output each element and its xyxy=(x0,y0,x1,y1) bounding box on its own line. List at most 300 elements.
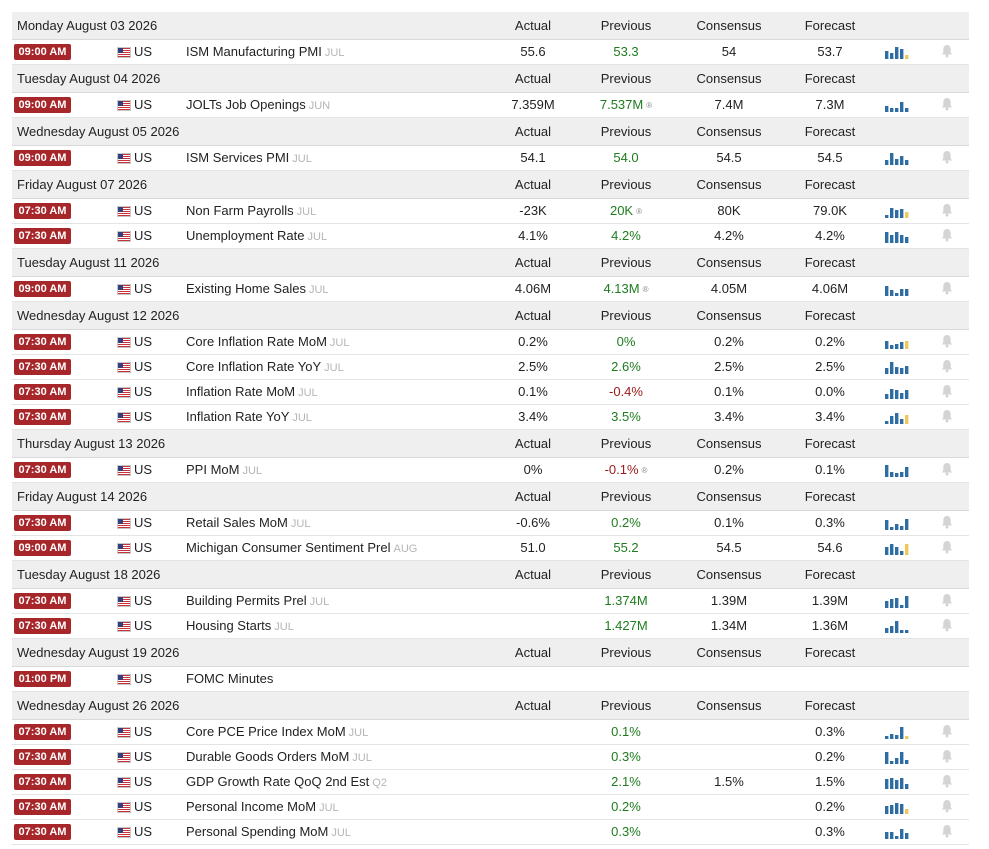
bell-icon[interactable] xyxy=(941,150,953,164)
day-header xyxy=(12,692,969,720)
economic-calendar-table xyxy=(12,12,969,845)
bell-icon[interactable] xyxy=(941,724,953,738)
forecast-value: 3.4% xyxy=(815,409,845,424)
mini-bar-chart-icon[interactable] xyxy=(884,750,910,764)
event-name[interactable]: PPI MoM xyxy=(186,462,240,477)
mini-bar-chart-icon[interactable] xyxy=(884,516,910,530)
forecast-value: 0.1% xyxy=(815,462,845,477)
event-name-cell[interactable] xyxy=(186,40,344,65)
actual-value: 2.5% xyxy=(518,359,548,374)
day-header xyxy=(12,302,969,330)
event-name[interactable]: Core Inflation Rate YoY xyxy=(186,359,322,374)
previous-column-header: Previous xyxy=(600,18,652,33)
previous-column-header: Previous xyxy=(600,255,652,270)
country-code: US xyxy=(134,724,153,739)
forecast-value: 0.3% xyxy=(815,824,845,839)
day-header xyxy=(12,65,969,93)
event-name[interactable]: ISM Manufacturing PMI xyxy=(186,44,322,59)
event-name-cell[interactable] xyxy=(186,355,344,380)
country-code: US xyxy=(134,824,153,839)
actual-column-header: Actual xyxy=(514,567,552,582)
revised-icon: ® xyxy=(642,285,649,294)
time-badge: 09:00 AM xyxy=(14,44,71,60)
country-code: US xyxy=(134,150,153,165)
bell-icon[interactable] xyxy=(941,540,953,554)
actual-value: 55.6 xyxy=(520,44,546,59)
event-name[interactable]: Inflation Rate YoY xyxy=(186,409,290,424)
reference-period: JUL xyxy=(352,752,372,764)
actual-column-header: Actual xyxy=(514,124,552,139)
event-row[interactable] xyxy=(12,667,969,692)
event-name-cell[interactable] xyxy=(186,745,372,770)
bell-icon[interactable] xyxy=(941,749,953,763)
mini-bar-chart-icon[interactable] xyxy=(884,775,910,789)
country-code: US xyxy=(134,462,153,477)
mini-bar-chart-icon[interactable] xyxy=(884,151,910,165)
actual-column-header: Actual xyxy=(514,177,552,192)
mini-bar-chart-icon[interactable] xyxy=(884,619,910,633)
mini-bar-chart-icon[interactable] xyxy=(884,825,910,839)
consensus-value: 1.39M xyxy=(710,593,748,608)
time-badge: 07:30 AM xyxy=(14,334,71,350)
mini-bar-chart-icon[interactable] xyxy=(884,594,910,608)
consensus-value: 3.4% xyxy=(714,409,744,424)
bell-icon[interactable] xyxy=(941,334,953,348)
reference-period: JUL xyxy=(319,802,339,814)
us-flag-icon xyxy=(117,47,131,58)
reference-period: Q2 xyxy=(372,777,387,789)
time-badge: 09:00 AM xyxy=(14,281,71,297)
day-date: Tuesday August 04 2026 xyxy=(17,71,161,86)
day-date: Monday August 03 2026 xyxy=(17,18,158,33)
us-flag-icon xyxy=(117,543,131,554)
country-code: US xyxy=(134,203,153,218)
event-name-cell[interactable] xyxy=(186,770,387,795)
reference-period: JUL xyxy=(309,596,330,608)
reference-period: JUL xyxy=(307,231,328,243)
event-name-cell[interactable] xyxy=(186,667,273,691)
event-name-cell[interactable] xyxy=(186,330,349,355)
actual-value: -0.6% xyxy=(516,515,550,530)
previous-column-header: Previous xyxy=(600,698,652,713)
us-flag-icon xyxy=(117,387,131,398)
event-row[interactable] xyxy=(12,458,969,483)
event-row[interactable] xyxy=(12,146,969,171)
reference-period: JUL xyxy=(324,362,344,374)
event-name-cell[interactable] xyxy=(186,224,327,249)
country-code: US xyxy=(134,593,153,608)
country-code: US xyxy=(134,44,153,59)
actual-column-header: Actual xyxy=(514,436,552,451)
mini-bar-chart-icon[interactable] xyxy=(884,463,910,477)
day-date: Friday August 07 2026 xyxy=(17,177,148,192)
bell-icon[interactable] xyxy=(941,593,953,607)
consensus-column-header: Consensus xyxy=(696,698,762,713)
event-name[interactable]: ISM Services PMI xyxy=(186,150,290,165)
reference-period: JUL xyxy=(348,727,369,739)
event-row[interactable] xyxy=(12,330,969,355)
time-badge: 07:30 AM xyxy=(14,384,71,400)
consensus-column-header: Consensus xyxy=(696,18,762,33)
event-row[interactable] xyxy=(12,795,969,820)
forecast-column-header: Forecast xyxy=(804,567,856,582)
reference-period: AUG xyxy=(393,543,418,555)
event-row[interactable] xyxy=(12,770,969,795)
forecast-value: 53.7 xyxy=(817,44,843,59)
previous-value: 4.13M xyxy=(603,281,640,296)
us-flag-icon xyxy=(117,231,131,242)
mini-bar-chart-icon[interactable] xyxy=(884,229,910,243)
actual-value: 4.06M xyxy=(514,281,552,296)
event-row[interactable] xyxy=(12,720,969,745)
previous-value: 20K xyxy=(609,203,634,218)
forecast-column-header: Forecast xyxy=(804,18,856,33)
previous-column-header: Previous xyxy=(600,124,652,139)
event-name-cell[interactable] xyxy=(186,720,368,745)
mini-bar-chart-icon[interactable] xyxy=(884,282,910,296)
mini-bar-chart-icon[interactable] xyxy=(884,725,910,739)
previous-column-header: Previous xyxy=(600,489,652,504)
forecast-value: 1.5% xyxy=(815,774,845,789)
event-name-cell[interactable] xyxy=(186,614,294,639)
day-header xyxy=(12,430,969,458)
actual-column-header: Actual xyxy=(514,255,552,270)
event-name-cell[interactable] xyxy=(186,589,329,614)
event-name[interactable]: Durable Goods Orders MoM xyxy=(186,749,350,764)
previous-value: 2.1% xyxy=(611,774,641,789)
event-row[interactable] xyxy=(12,277,969,302)
previous-value: 55.2 xyxy=(613,540,639,555)
actual-value: 3.4% xyxy=(518,409,548,424)
day-date: Tuesday August 11 2026 xyxy=(17,255,160,270)
actual-column-header: Actual xyxy=(514,308,552,323)
previous-value: 53.3 xyxy=(613,44,639,59)
forecast-value: 79.0K xyxy=(813,203,847,218)
forecast-value: 0.0% xyxy=(815,384,845,399)
previous-value-cell xyxy=(560,795,692,819)
event-row[interactable] xyxy=(12,224,969,249)
bell-icon[interactable] xyxy=(941,97,953,111)
event-name-cell[interactable] xyxy=(186,277,329,302)
forecast-column-header: Forecast xyxy=(804,124,856,139)
consensus-value: 54 xyxy=(721,44,737,59)
time-badge: 07:30 AM xyxy=(14,618,71,634)
actual-value: -23K xyxy=(519,203,547,218)
forecast-value: 0.2% xyxy=(815,749,845,764)
reference-period: JUL xyxy=(296,206,317,218)
event-row[interactable] xyxy=(12,614,969,639)
day-date: Tuesday August 18 2026 xyxy=(17,567,161,582)
event-row[interactable] xyxy=(12,355,969,380)
consensus-value: 0.2% xyxy=(714,462,744,477)
country-code: US xyxy=(134,671,153,686)
bell-icon[interactable] xyxy=(941,618,953,632)
country-code: US xyxy=(134,774,153,789)
mini-bar-chart-icon[interactable] xyxy=(884,98,910,112)
actual-value: 4.1% xyxy=(518,228,548,243)
time-badge: 09:00 AM xyxy=(14,97,71,113)
bell-icon[interactable] xyxy=(941,203,953,217)
reference-period: JUL xyxy=(298,387,318,399)
bell-icon[interactable] xyxy=(941,462,953,476)
event-name-cell[interactable] xyxy=(186,405,312,430)
previous-value: 0.2% xyxy=(611,515,641,530)
previous-value: 0.2% xyxy=(611,799,641,814)
event-name[interactable]: Non Farm Payrolls xyxy=(186,203,294,218)
reference-period: JUL xyxy=(292,412,312,424)
us-flag-icon xyxy=(117,284,131,295)
day-date: Friday August 14 2026 xyxy=(17,489,148,504)
consensus-column-header: Consensus xyxy=(696,177,762,192)
day-header xyxy=(12,118,969,146)
previous-value: 1.374M xyxy=(604,593,648,608)
country-code: US xyxy=(134,97,153,112)
event-name-cell[interactable] xyxy=(186,380,318,405)
forecast-value: 1.39M xyxy=(811,593,849,608)
forecast-column-header: Forecast xyxy=(804,489,856,504)
bell-icon[interactable] xyxy=(941,515,953,529)
reference-period: JUL xyxy=(329,337,350,349)
actual-column-header: Actual xyxy=(514,645,552,660)
event-name[interactable]: Building Permits Prel xyxy=(186,593,307,608)
time-badge: 07:30 AM xyxy=(14,724,71,740)
consensus-value: 0.1% xyxy=(714,515,744,530)
event-name[interactable]: Michigan Consumer Sentiment Prel xyxy=(186,540,391,555)
forecast-value: 7.3M xyxy=(815,97,845,112)
event-name[interactable]: Unemployment Rate xyxy=(186,228,305,243)
consensus-column-header: Consensus xyxy=(696,436,762,451)
bell-icon[interactable] xyxy=(941,44,953,58)
consensus-value: 1.5% xyxy=(714,774,744,789)
mini-bar-chart-icon[interactable] xyxy=(884,385,910,399)
event-row[interactable] xyxy=(12,511,969,536)
reference-period: JUN xyxy=(308,100,331,112)
event-name-cell[interactable] xyxy=(186,93,330,118)
previous-value: 1.427M xyxy=(604,618,648,633)
event-name-cell[interactable] xyxy=(186,795,339,820)
us-flag-icon xyxy=(117,802,131,813)
us-flag-icon xyxy=(117,337,131,348)
day-header xyxy=(12,249,969,277)
us-flag-icon xyxy=(117,100,131,111)
forecast-column-header: Forecast xyxy=(804,436,856,451)
event-name-cell[interactable] xyxy=(186,820,351,845)
previous-column-header: Previous xyxy=(600,436,652,451)
consensus-value: 0.2% xyxy=(714,334,744,349)
event-name[interactable]: Inflation Rate MoM xyxy=(186,384,296,399)
consensus-value: 4.05M xyxy=(710,281,748,296)
consensus-value: 0.1% xyxy=(714,384,744,399)
previous-column-header: Previous xyxy=(600,177,652,192)
us-flag-icon xyxy=(117,827,131,838)
event-name[interactable]: Personal Spending MoM xyxy=(186,824,329,839)
us-flag-icon xyxy=(117,674,131,685)
day-date: Wednesday August 19 2026 xyxy=(17,645,180,660)
event-name[interactable]: Existing Home Sales xyxy=(186,281,306,296)
actual-value: 51.0 xyxy=(520,540,546,555)
time-badge: 07:30 AM xyxy=(14,515,71,531)
day-header xyxy=(12,639,969,667)
forecast-column-header: Forecast xyxy=(804,177,856,192)
us-flag-icon xyxy=(117,206,131,217)
bell-icon[interactable] xyxy=(941,409,953,423)
previous-column-header: Previous xyxy=(600,308,652,323)
forecast-value: 4.06M xyxy=(811,281,849,296)
reference-period: JUL xyxy=(274,621,294,633)
previous-column-header: Previous xyxy=(600,567,652,582)
bell-icon[interactable] xyxy=(941,359,953,373)
country-code: US xyxy=(134,359,153,374)
event-row[interactable] xyxy=(12,589,969,614)
reference-period: JUL xyxy=(242,465,263,477)
bell-icon[interactable] xyxy=(941,228,953,242)
event-row[interactable] xyxy=(12,93,969,118)
country-code: US xyxy=(134,409,153,424)
reference-period: JUL xyxy=(290,518,311,530)
forecast-value: 54.6 xyxy=(817,540,843,555)
actual-column-header: Actual xyxy=(514,698,552,713)
day-date: Wednesday August 05 2026 xyxy=(17,124,180,139)
event-name-cell[interactable] xyxy=(186,511,310,536)
previous-value: 54.0 xyxy=(613,150,639,165)
mini-bar-chart-icon[interactable] xyxy=(884,541,910,555)
time-badge: 01:00 PM xyxy=(14,671,71,687)
consensus-value: 80K xyxy=(717,203,741,218)
day-date: Wednesday August 26 2026 xyxy=(17,698,180,713)
forecast-value: 0.3% xyxy=(815,724,845,739)
previous-value: -0.1% xyxy=(604,462,639,477)
us-flag-icon xyxy=(117,596,131,607)
event-name[interactable]: Retail Sales MoM xyxy=(186,515,288,530)
previous-value: 0.3% xyxy=(611,749,641,764)
event-row[interactable] xyxy=(12,536,969,561)
previous-value: 7.537M xyxy=(599,97,644,112)
forecast-column-header: Forecast xyxy=(804,308,856,323)
bell-icon[interactable] xyxy=(941,384,953,398)
consensus-value: 4.2% xyxy=(714,228,744,243)
event-name-cell[interactable] xyxy=(186,458,262,483)
time-badge: 07:30 AM xyxy=(14,593,71,609)
forecast-value: 1.36M xyxy=(811,618,849,633)
event-row[interactable] xyxy=(12,380,969,405)
day-header xyxy=(12,561,969,589)
actual-column-header: Actual xyxy=(514,489,552,504)
consensus-column-header: Consensus xyxy=(696,489,762,504)
previous-value: 0.1% xyxy=(611,724,641,739)
event-name[interactable]: Core Inflation Rate MoM xyxy=(186,334,327,349)
forecast-value: 0.3% xyxy=(815,515,845,530)
time-badge: 07:30 AM xyxy=(14,824,71,840)
reference-period: JUL xyxy=(324,47,345,59)
mini-bar-chart-icon[interactable] xyxy=(884,204,910,218)
consensus-column-header: Consensus xyxy=(696,71,762,86)
day-header xyxy=(12,171,969,199)
revised-icon: ® xyxy=(641,466,648,475)
forecast-value: 4.2% xyxy=(815,228,845,243)
forecast-column-header: Forecast xyxy=(804,71,856,86)
mini-bar-chart-icon[interactable] xyxy=(884,410,910,424)
event-name[interactable]: GDP Growth Rate QoQ 2nd Est xyxy=(186,774,370,789)
mini-bar-chart-icon[interactable] xyxy=(884,335,910,349)
previous-value: -0.4% xyxy=(609,384,643,399)
event-row[interactable] xyxy=(12,40,969,65)
mini-bar-chart-icon[interactable] xyxy=(884,800,910,814)
us-flag-icon xyxy=(117,153,131,164)
bell-icon[interactable] xyxy=(941,774,953,788)
bell-icon[interactable] xyxy=(941,799,953,813)
actual-column-header: Actual xyxy=(514,71,552,86)
consensus-column-header: Consensus xyxy=(696,308,762,323)
day-date: Wednesday August 12 2026 xyxy=(17,308,180,323)
reference-period: JUL xyxy=(308,284,329,296)
event-name-cell[interactable] xyxy=(186,146,312,171)
mini-bar-chart-icon[interactable] xyxy=(884,45,910,59)
event-name-cell[interactable] xyxy=(186,199,316,224)
event-row[interactable] xyxy=(12,405,969,430)
previous-value-cell xyxy=(560,745,692,769)
country-code: US xyxy=(134,618,153,633)
time-badge: 07:30 AM xyxy=(14,799,71,815)
time-badge: 07:30 AM xyxy=(14,359,71,375)
us-flag-icon xyxy=(117,777,131,788)
mini-bar-chart-icon[interactable] xyxy=(884,360,910,374)
forecast-column-header: Forecast xyxy=(804,645,856,660)
event-name[interactable]: Personal Income MoM xyxy=(186,799,317,814)
actual-value: 0.1% xyxy=(518,384,548,399)
time-badge: 07:30 AM xyxy=(14,462,71,478)
event-name[interactable]: FOMC Minutes xyxy=(186,671,274,686)
forecast-value: 0.2% xyxy=(815,799,845,814)
country-code: US xyxy=(134,384,153,399)
event-name[interactable]: JOLTs Job Openings xyxy=(186,97,306,112)
revised-icon: ® xyxy=(646,101,653,110)
day-date: Thursday August 13 2026 xyxy=(17,436,166,451)
event-row[interactable] xyxy=(12,820,969,845)
previous-value: 3.5% xyxy=(611,409,641,424)
event-row[interactable] xyxy=(12,745,969,770)
forecast-value: 2.5% xyxy=(815,359,845,374)
previous-column-header: Previous xyxy=(600,645,652,660)
event-name[interactable]: Housing Starts xyxy=(186,618,272,633)
event-name-cell[interactable] xyxy=(186,536,417,561)
reference-period: JUL xyxy=(331,827,351,839)
consensus-value: 54.5 xyxy=(716,150,742,165)
time-badge: 07:30 AM xyxy=(14,774,71,790)
bell-icon[interactable] xyxy=(941,824,953,838)
event-row[interactable] xyxy=(12,199,969,224)
revised-icon: ® xyxy=(636,207,643,216)
time-badge: 07:30 AM xyxy=(14,203,71,219)
previous-value: 0.3% xyxy=(611,824,641,839)
us-flag-icon xyxy=(117,412,131,423)
country-code: US xyxy=(134,749,153,764)
event-name[interactable]: Core PCE Price Index MoM xyxy=(186,724,346,739)
previous-value-cell xyxy=(560,720,692,744)
country-code: US xyxy=(134,334,153,349)
actual-value: 0% xyxy=(523,462,543,477)
forecast-column-header: Forecast xyxy=(804,698,856,713)
consensus-value: 2.5% xyxy=(714,359,744,374)
forecast-value: 0.2% xyxy=(815,334,845,349)
bell-icon[interactable] xyxy=(941,281,953,295)
us-flag-icon xyxy=(117,621,131,632)
country-code: US xyxy=(134,540,153,555)
day-header xyxy=(12,483,969,511)
us-flag-icon xyxy=(117,465,131,476)
consensus-value: 7.4M xyxy=(714,97,744,112)
consensus-column-header: Consensus xyxy=(696,124,762,139)
actual-value: 7.359M xyxy=(511,97,555,112)
